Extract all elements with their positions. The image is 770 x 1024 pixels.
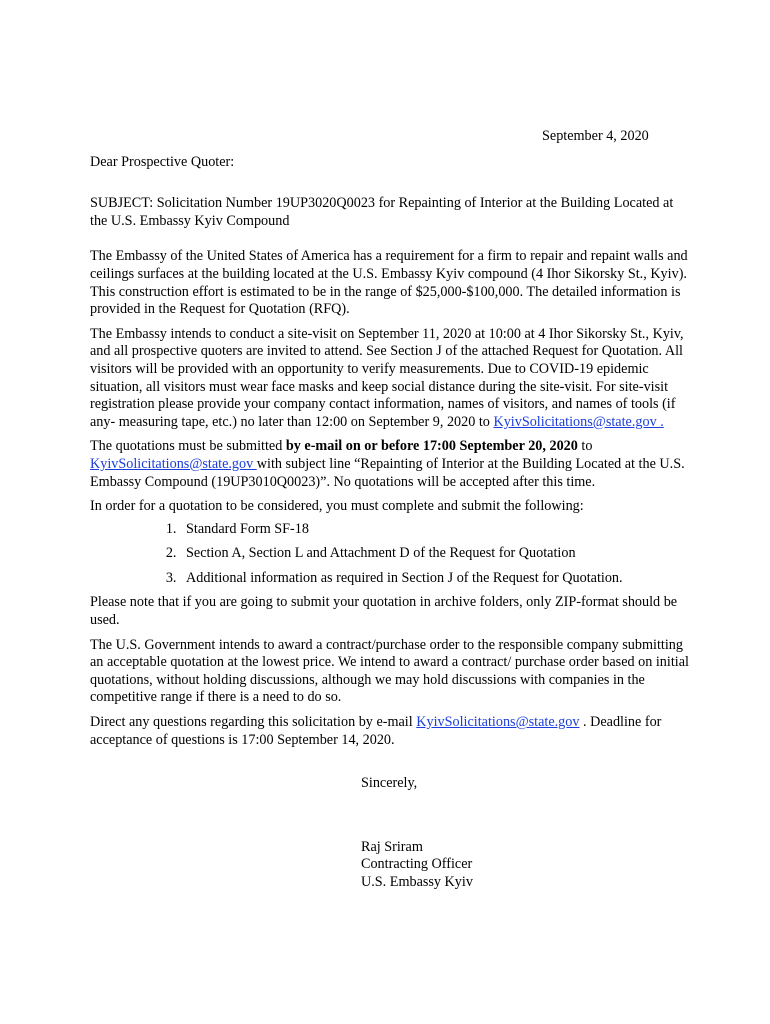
salutation: Dear Prospective Quoter: xyxy=(90,153,235,170)
closing: Sincerely, xyxy=(361,775,418,792)
signer-organization: U.S. Embassy Kyiv xyxy=(361,874,473,890)
list-item: 2. Section A, Section L and Attachment D of the Request for Quotation xyxy=(180,545,690,563)
paragraph-requirements-intro: In order for a quotation to be considered, you must complete and submit the following: xyxy=(90,498,584,515)
paragraph-zip-note: Please note that if you are going to submit your quotation in archive folders, only ZIP-format should be used. xyxy=(90,594,678,629)
paragraph-submission xyxy=(90,438,690,491)
signer-title: Contracting Officer xyxy=(361,856,473,873)
submission-deadline: by e-mail on or before 17:00 September 20, 2020 xyxy=(285,438,578,455)
requirements-list xyxy=(90,521,690,588)
list-item: 1. Standard Form SF-18 xyxy=(180,521,690,539)
email-link-questions[interactable]: KyivSolicitations@state.gov xyxy=(416,714,580,731)
site-visit-text: The Embassy intends to conduct a site-visit on September 11, 2020 at 10:00 at 4 Ihor Sikorsky St., Kyiv, and all prospective quoters are invited to attend. See Section J of the attached Request for Quotation. All visitors will be provided with an opportunity to verify measurements. Due to COVID-19 epidemic situation, all visitors must wear face masks and keep social distance during the site-visit. For site-visit registration please provide your company contact information, names of visitors, and names of tools (if any- measuring tape, etc.) no later than 12:00 on September 9, 2020 to xyxy=(90,325,684,430)
submission-text-mid: to xyxy=(577,438,593,455)
email-link-site-visit[interactable]: KyivSolicitations@state.gov . xyxy=(493,413,664,430)
paragraph-requirement: The Embassy of the United States of America has a requirement for a firm to repair and repaint walls and ceilings surfaces at the building located at the U.S. Embassy Kyiv compound (4 Ihor Sikorsky St., Kyiv). This construction effort is estimated to be in the range of $25,000-$100,000. The detailed information is provided in the Request for Quotation (RFQ). xyxy=(90,248,688,318)
paragraph-questions xyxy=(90,714,690,749)
subject-line: SUBJECT: Solicitation Number 19UP3020Q0023 for Repainting of Interior at the Building Located at the U.S. Embassy Kyiv Compound xyxy=(90,195,674,229)
questions-text-start: Direct any questions regarding this solicitation by e-mail xyxy=(90,714,417,731)
paragraph-site-visit xyxy=(90,326,690,432)
signer-name: Raj Sriram xyxy=(361,838,423,855)
submission-text-start: The quotations must be submitted xyxy=(90,438,286,455)
letter-page xyxy=(90,128,690,892)
email-link-submission[interactable]: KyivSolicitations@state.gov xyxy=(90,455,257,472)
list-item: 3. Additional information as required in Section J of the Request for Quotation. xyxy=(180,570,690,588)
submission-text-end: with subject line “Repainting of Interior at the Building Located at the U.S. Embassy Compound (19UP3010Q0023)”. No quotations will be accepted after this time. xyxy=(90,455,685,490)
letter-date: September 4, 2020 xyxy=(542,128,649,144)
paragraph-award: The U.S. Government intends to award a contract/purchase order to the responsible company submitting an acceptable quotation at the lowest price. We intend to award a contract/ purchase order based on initial quotations, without holding discussions, although we may hold discussions with companies in the competitive range if there is a need to do so. xyxy=(90,636,689,706)
questions-text-end: . Deadline for acceptance of questions is 17:00 September 14, 2020. xyxy=(90,714,662,748)
signature-block xyxy=(361,839,690,892)
